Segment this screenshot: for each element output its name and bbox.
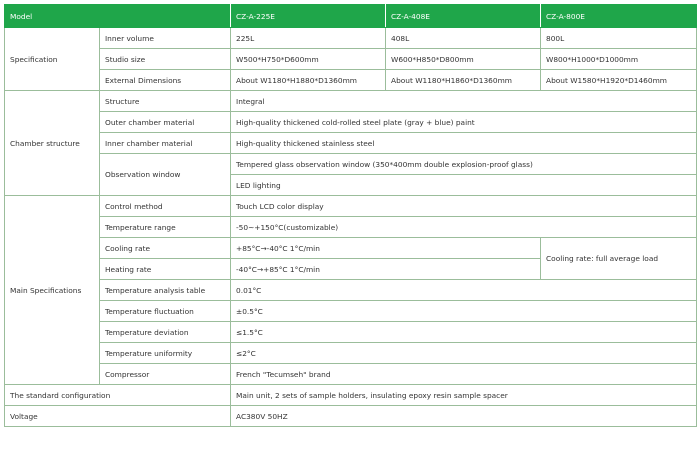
external-dimensions-value-2: About W1180*H1860*D1360mm xyxy=(386,70,541,91)
cooling-rate-value: +85°C→-40°C 1°C/min xyxy=(231,238,541,259)
temperature-analysis-value: 0.01°C xyxy=(231,280,697,301)
temperature-uniformity-label: Temperature uniformity xyxy=(100,343,231,364)
table-row xyxy=(5,49,697,70)
structure-label: Structure xyxy=(100,91,231,112)
table-row xyxy=(5,385,697,406)
external-dimensions-value-3: About W1580*H1920*D1460mm xyxy=(541,70,697,91)
inner-volume-value-2: 408L xyxy=(386,28,541,49)
inner-volume-label: Inner volume xyxy=(100,28,231,49)
standard-configuration-value: Main unit, 2 sets of sample holders, insulating epoxy resin sample spacer xyxy=(231,385,697,406)
table-row xyxy=(5,217,697,238)
table-row xyxy=(5,133,697,154)
standard-configuration-label: The standard configuration xyxy=(5,385,231,406)
outer-chamber-label: Outer chamber material xyxy=(100,112,231,133)
voltage-value: AC380V 50HZ xyxy=(231,406,697,427)
temperature-uniformity-value: ≤2°C xyxy=(231,343,697,364)
table-row xyxy=(5,301,697,322)
model-2-header: CZ-A-408E xyxy=(386,5,541,28)
table-row xyxy=(5,112,697,133)
studio-size-label: Studio size xyxy=(100,49,231,70)
table-row xyxy=(5,280,697,301)
table-row xyxy=(5,28,697,49)
temperature-deviation-value: ≤1.5°C xyxy=(231,322,697,343)
temperature-fluctuation-value: ±0.5°C xyxy=(231,301,697,322)
model-3-header: CZ-A-800E xyxy=(541,5,697,28)
table-row xyxy=(5,238,697,259)
table-row xyxy=(5,364,697,385)
observation-window-value: Tempered glass observation window (350*400mm double explosion-proof glass) xyxy=(231,154,697,175)
table-row xyxy=(5,91,697,112)
compressor-value: French "Tecumseh" brand xyxy=(231,364,697,385)
model-1-header: CZ-A-225E xyxy=(231,5,386,28)
heating-rate-label: Heating rate xyxy=(100,259,231,280)
model-header: Model xyxy=(5,5,231,28)
temperature-analysis-label: Temperature analysis table xyxy=(100,280,231,301)
control-method-label: Control method xyxy=(100,196,231,217)
table-row xyxy=(5,406,697,427)
table-row xyxy=(5,196,697,217)
external-dimensions-value-1: About W1180*H1880*D1360mm xyxy=(231,70,386,91)
led-lighting-value: LED lighting xyxy=(231,175,697,196)
main-specifications-category: Main Specifications xyxy=(5,196,100,385)
cooling-rate-label: Cooling rate xyxy=(100,238,231,259)
studio-size-value-1: W500*H750*D600mm xyxy=(231,49,386,70)
cooling-rate-note: Cooling rate: full average load xyxy=(541,238,697,280)
studio-size-value-3: W800*H1000*D1000mm xyxy=(541,49,697,70)
compressor-label: Compressor xyxy=(100,364,231,385)
table-row xyxy=(5,343,697,364)
header-row xyxy=(5,5,697,28)
inner-chamber-label: Inner chamber material xyxy=(100,133,231,154)
temperature-fluctuation-label: Temperature fluctuation xyxy=(100,301,231,322)
voltage-label: Voltage xyxy=(5,406,231,427)
specification-category: Specification xyxy=(5,28,100,91)
temperature-deviation-label: Temperature deviation xyxy=(100,322,231,343)
temperature-range-label: Temperature range xyxy=(100,217,231,238)
table-row xyxy=(5,70,697,91)
specification-table xyxy=(4,4,697,427)
inner-volume-value-3: 800L xyxy=(541,28,697,49)
outer-chamber-value: High-quality thickened cold-rolled steel plate (gray + blue) paint xyxy=(231,112,697,133)
table-row xyxy=(5,322,697,343)
inner-chamber-value: High-quality thickened stainless steel xyxy=(231,133,697,154)
heating-rate-value: -40°C→+85°C 1°C/min xyxy=(231,259,541,280)
observation-window-label: Observation window xyxy=(100,154,231,196)
studio-size-value-2: W600*H850*D800mm xyxy=(386,49,541,70)
temperature-range-value: -50~+150°C(customizable) xyxy=(231,217,697,238)
inner-volume-value-1: 225L xyxy=(231,28,386,49)
structure-value: Integral xyxy=(231,91,697,112)
control-method-value: Touch LCD color display xyxy=(231,196,697,217)
chamber-category: Chamber structure xyxy=(5,91,100,196)
table-row xyxy=(5,154,697,175)
external-dimensions-label: External Dimensions xyxy=(100,70,231,91)
